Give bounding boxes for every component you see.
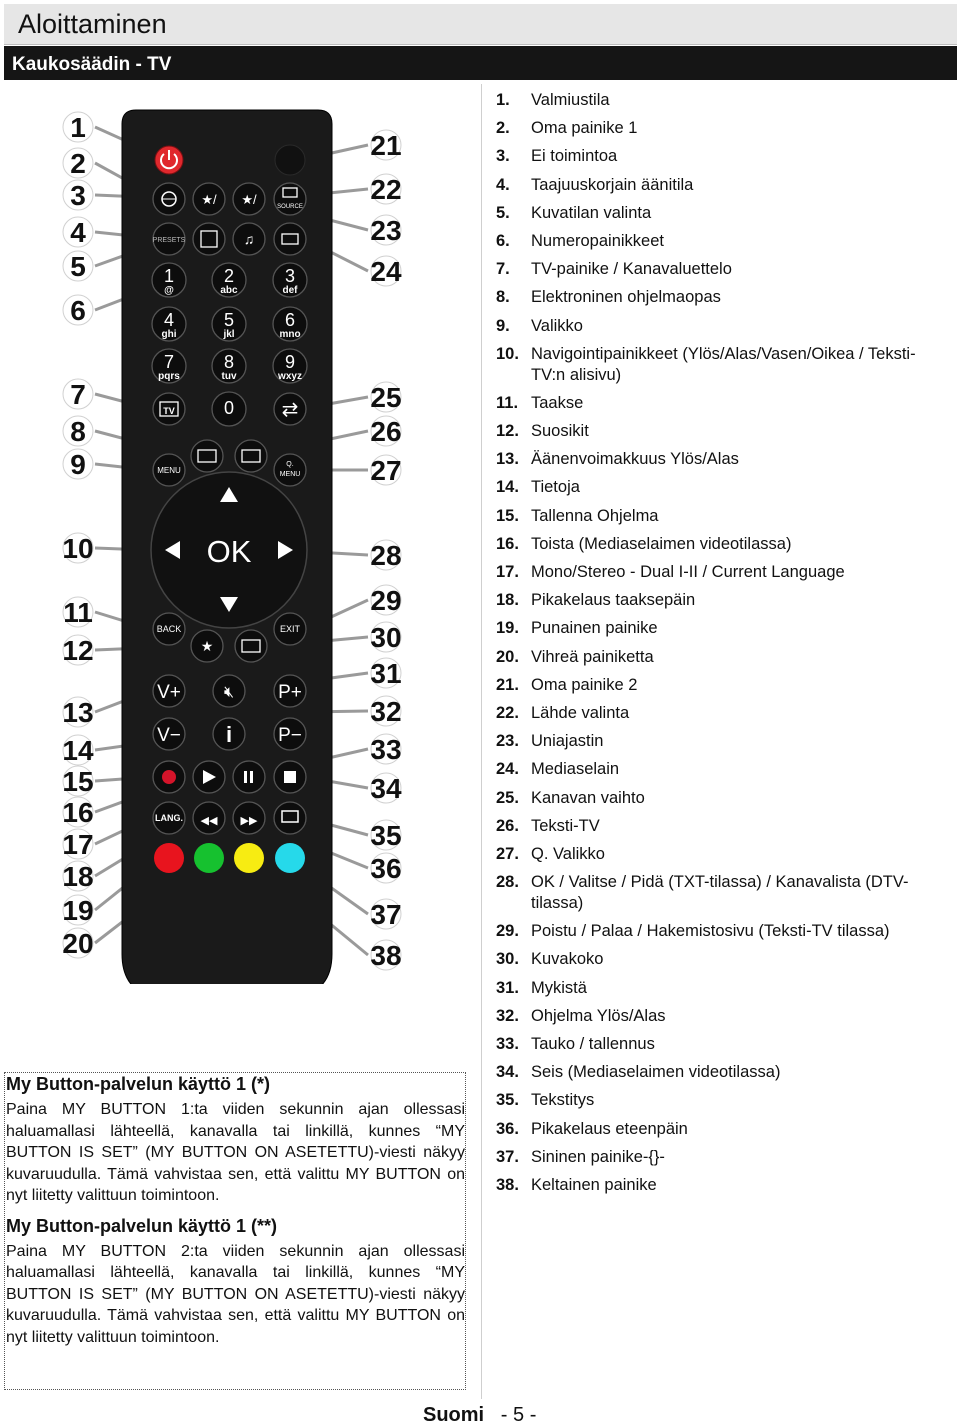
callout-number-36: 36 [370,853,402,884]
function-number: 6. [496,231,510,250]
callout-number-17: 17 [62,829,94,860]
stop-icon [284,771,296,783]
section-header [4,4,957,45]
function-text: Pikakelaus eteenpäin [531,1119,688,1138]
subsection-title: Kaukosäädin - TV [12,54,172,75]
function-number: 26. [496,816,519,835]
epg-button[interactable] [191,440,223,472]
footer-language: Suomi [423,1404,485,1426]
function-number: 32. [496,1006,519,1025]
note-2-title: My Button-palvelun käyttö 1 (**) [6,1215,278,1236]
function-number: 4. [496,175,510,194]
pause-icon-left [244,771,247,783]
function-number: 25. [496,788,519,807]
callout-number-16: 16 [62,797,94,828]
function-item-25 [496,788,946,809]
function-item-6 [496,231,946,252]
function-text: TV-painike / Kanavaluettelo [531,260,732,279]
function-number: 15. [496,506,519,525]
menu-label: MENU [157,466,181,475]
function-item-7 [496,259,946,280]
function-text: Äänenvoimakkuus Ylös/Alas [531,450,739,469]
function-item-23 [496,731,946,752]
unused-button[interactable] [275,145,305,175]
callout-number-19: 19 [62,895,94,926]
function-item-18 [496,590,946,611]
page-title: Aloittaminen [18,9,167,39]
digit-label-0: 0 [223,398,235,418]
yellow-button[interactable] [234,843,264,873]
function-number: 2. [496,119,510,138]
callout-number-8: 8 [70,416,86,447]
digit-label-7: 7 [163,352,175,372]
ok-label: OK [206,534,252,569]
function-item-8 [496,287,946,308]
function-text: Mono/Stereo - Dual I-II / Current Language [531,563,845,581]
function-number: 11. [496,393,519,412]
program-down-label: P− [278,725,302,746]
callout-number-35: 35 [370,820,402,851]
callout-number-15: 15 [62,766,94,797]
callout-number-18: 18 [62,861,94,892]
function-number: 13. [496,450,519,469]
function-number: 7. [496,260,510,279]
function-number: 29. [496,922,519,941]
function-text: Vihreä painiketta [531,647,654,666]
function-item-17 [496,562,946,583]
callout-number-6: 6 [70,295,86,326]
source-label: SOURCE [277,204,303,210]
digit-letters-2: abc [220,285,238,296]
function-item-34 [496,1062,946,1083]
function-item-12 [496,421,946,442]
function-text: Sininen painike-{}- [531,1147,665,1166]
function-item-36 [496,1119,946,1140]
function-text: Numeropainikkeet [531,231,664,250]
function-text: Teksti-TV [531,816,600,835]
function-item-37 [496,1147,946,1168]
callout-number-21: 21 [370,130,402,161]
volume-down-label: V− [157,725,181,746]
digit-letters-8: tuv [221,371,237,382]
function-number: 38. [496,1175,519,1194]
callout-number-27: 27 [370,455,402,486]
page-number: - 5 - [500,1404,537,1426]
callout-number-23: 23 [370,215,402,246]
function-number: 34. [496,1063,519,1082]
function-item-14 [496,477,946,498]
digit-letters-6: mno [279,329,301,340]
function-number: 17. [496,563,519,581]
function-item-4 [496,175,946,196]
column-divider [481,84,482,1399]
function-text: Uniajastin [531,732,604,751]
callout-number-11: 11 [63,597,93,628]
function-item-38 [496,1175,946,1196]
function-item-1 [496,90,946,111]
function-text: Oma painike 2 [531,675,638,694]
function-text: Ei toimintoa [531,147,618,166]
callout-number-33: 33 [370,734,402,765]
callout-number-3: 3 [70,180,86,211]
function-item-24 [496,759,946,780]
callout-number-20: 20 [62,928,94,959]
pause-icon-right [250,771,253,783]
callout-numbers-left [62,112,94,959]
function-number: 8. [496,288,510,307]
picture-mode-icon: ♫ [243,231,255,247]
function-item-5 [496,203,946,224]
function-text: Kanavan vaihto [531,788,645,807]
digit-label-3: 3 [284,266,296,286]
callout-number-14: 14 [62,735,94,766]
function-text: Ohjelma Ylös/Alas [531,1006,666,1025]
callout-number-4: 4 [70,217,86,248]
function-number: 10. [496,344,519,363]
function-item-15 [496,506,946,527]
function-item-27 [496,844,946,865]
function-item-29 [496,921,946,942]
digit-letters-4: ghi [161,329,177,340]
callout-number-29: 29 [370,585,402,616]
digit-label-4: 4 [163,310,175,330]
function-number: 1. [496,91,510,109]
digit-label-5: 5 [223,310,235,330]
my-button-1-label: ★/ [201,192,217,207]
language-label: LANG. [155,813,183,823]
back-label: BACK [156,624,182,634]
callout-numbers-right [370,130,402,971]
callout-number-38: 38 [370,940,402,971]
function-item-22 [496,703,946,724]
blue-button[interactable] [275,843,305,873]
function-item-35 [496,1090,946,1111]
pause-button[interactable] [233,761,265,793]
button-function-list [496,90,946,1203]
equalizer-button[interactable] [193,223,225,255]
callout-number-25: 25 [370,382,402,413]
function-item-26 [496,816,946,837]
function-text: Tauko / tallennus [531,1035,655,1053]
function-number: 27. [496,844,519,863]
callout-number-2: 2 [70,148,86,179]
function-item-28 [496,872,946,914]
my-button-2-label: ★/ [241,192,257,207]
record-icon [162,770,176,784]
callout-number-28: 28 [370,540,402,571]
function-text: Kuvatilan valinta [531,203,652,222]
function-text: Keltainen painike [531,1175,657,1194]
swap-icon: ⇄ [281,399,299,421]
digit-letters-1: @ [164,285,174,296]
callout-number-31: 31 [370,658,402,689]
function-text: Tekstitys [531,1091,595,1110]
function-text: Taakse [531,393,584,412]
callout-number-9: 9 [70,449,86,480]
function-number: 18. [496,591,519,610]
function-number: 5. [496,203,510,222]
exit-label: EXIT [279,624,301,634]
note-1-title: My Button-palvelun käyttö 1 (*) [6,1074,271,1094]
digit-letters-3: def [282,285,298,296]
function-number: 35. [496,1091,519,1110]
function-item-32 [496,1006,946,1027]
function-item-30 [496,949,946,970]
info-label: i [225,722,233,747]
function-number: 22. [496,703,519,722]
subsection-header [4,46,957,80]
digit-label-9: 9 [284,352,296,372]
program-up-label: P+ [278,682,302,703]
function-number: 12. [496,422,519,441]
remote-control-diagram [0,84,480,984]
teletext-button[interactable] [235,440,267,472]
note-2-body: Paina MY BUTTON 2:ta viiden sekunnin ajan ollessasi haluamallasi lähteellä, kanavalla tai linkillä, kunnes “MY BUTTON IS SET” (MY BUTTON ON ASETETTU)-viesti näkyy kuvaruudulla. Tämä vahvistaa sen, että valittu MY BUTTON on nyt liitetty valittuun toimintoon. [6,1242,465,1346]
function-text: Seis (Mediaselaimen videotilassa) [531,1063,781,1082]
function-number: 30. [496,950,519,969]
digit-letters-9: wxyz [278,371,302,382]
callout-number-34: 34 [370,773,402,804]
function-number: 9. [496,316,510,335]
volume-up-label: V+ [157,682,181,703]
function-item-9 [496,316,946,337]
mute-icon: 🔇︎ [223,684,235,701]
function-item-16 [496,534,946,555]
function-text: Oma painike 1 [531,119,638,138]
function-text: Suosikit [531,422,589,441]
function-text: Lähde valinta [531,703,630,722]
callout-number-22: 22 [370,174,402,205]
function-text: Valmiustila [531,91,610,109]
function-number: 16. [496,534,519,553]
function-text: Tallenna Ohjelma [531,506,659,525]
function-item-33 [496,1034,946,1055]
presets-label: PRESETS [152,237,186,244]
function-number: 23. [496,732,519,751]
function-text: Valikko [531,316,583,335]
function-item-10 [496,344,946,386]
function-text: Tietoja [531,478,580,497]
function-text: Toista (Mediaselaimen videotilassa) [531,534,792,553]
callout-number-24: 24 [370,256,402,287]
rewind-icon: ◀◀ [200,815,218,827]
function-text: Q. Valikko [531,844,605,863]
callout-number-12: 12 [62,635,94,666]
red-button[interactable] [154,843,184,873]
callout-number-13: 13 [62,697,94,728]
function-number: 24. [496,760,519,779]
function-number: 31. [496,978,519,997]
function-number: 33. [496,1035,519,1053]
quick-menu-button[interactable] [274,454,306,486]
callout-number-7: 7 [70,379,86,410]
function-text: Poistu / Palaa / Hakemistosivu (Teksti-TV tilassa) [531,922,890,941]
green-button[interactable] [194,843,224,873]
function-text: Mediaselain [531,760,620,779]
callout-number-10: 10 [62,533,94,564]
callout-number-26: 26 [370,416,402,447]
quick-menu-label: MENU [279,471,301,478]
picture-size-button[interactable] [235,630,267,662]
digit-label-6: 6 [284,310,296,330]
function-item-31 [496,978,946,999]
media-browser-button[interactable] [274,223,306,255]
function-item-2 [496,118,946,139]
page-footer [423,1404,536,1427]
callout-number-30: 30 [370,622,402,653]
function-number: 3. [496,147,510,166]
function-number: 21. [496,675,519,694]
tv-label: TV [163,406,175,416]
digit-label-1: 1 [163,266,175,286]
function-number: 20. [496,647,519,666]
function-item-19 [496,618,946,639]
digit-label-2: 2 [223,266,235,286]
function-item-20 [496,647,946,668]
function-number: 36. [496,1119,519,1138]
function-number: 28. [496,873,519,892]
callout-number-32: 32 [370,696,402,727]
note-1-body: Paina MY BUTTON 1:ta viiden sekunnin ajan ollessasi haluamallasi lähteellä, kanavalla tai linkillä, kunnes “MY BUTTON IS SET” (MY BUTTON ON ASETETTU)-viesti näkyy kuvaruudulla. Tämä vahvistaa sen, että valittu MY BUTTON on nyt liitetty valittuun toimintoon. [6,1101,465,1204]
function-number: 37. [496,1147,519,1166]
function-text: Pikakelaus taaksepäin [531,591,696,610]
digit-label-8: 8 [223,352,235,372]
function-number: 14. [496,478,519,497]
function-item-21 [496,675,946,696]
digit-letters-7: pqrs [158,371,180,382]
my-button-notes [4,1072,466,1390]
function-text: Punainen painike [531,619,658,638]
function-text: Navigointipainikkeet (Ylös/Alas/Vasen/Oikea / Teksti-TV:n alisivu) [531,344,916,384]
callout-number-5: 5 [70,251,86,282]
digit-letters-5: jkl [223,329,235,340]
function-text: Mykistä [531,978,587,997]
function-item-3 [496,146,946,167]
callout-number-1: 1 [70,112,86,143]
callout-number-37: 37 [370,899,402,930]
subtitle-button[interactable] [274,802,306,834]
quick-menu-label-q: Q. [286,461,294,468]
function-text: OK / Valitse / Pidä (TXT-tilassa) / Kanavalista (DTV-tilassa) [531,873,909,913]
favourites-icon: ★ [200,638,214,654]
function-number: 19. [496,619,519,638]
function-item-11 [496,393,946,414]
function-item-13 [496,449,946,470]
function-text: Elektroninen ohjelmaopas [531,288,721,307]
function-text: Kuvakoko [531,950,604,969]
fast-forward-icon: ▶▶ [240,815,258,827]
function-text: Taajuuskorjain äänitila [531,175,694,194]
